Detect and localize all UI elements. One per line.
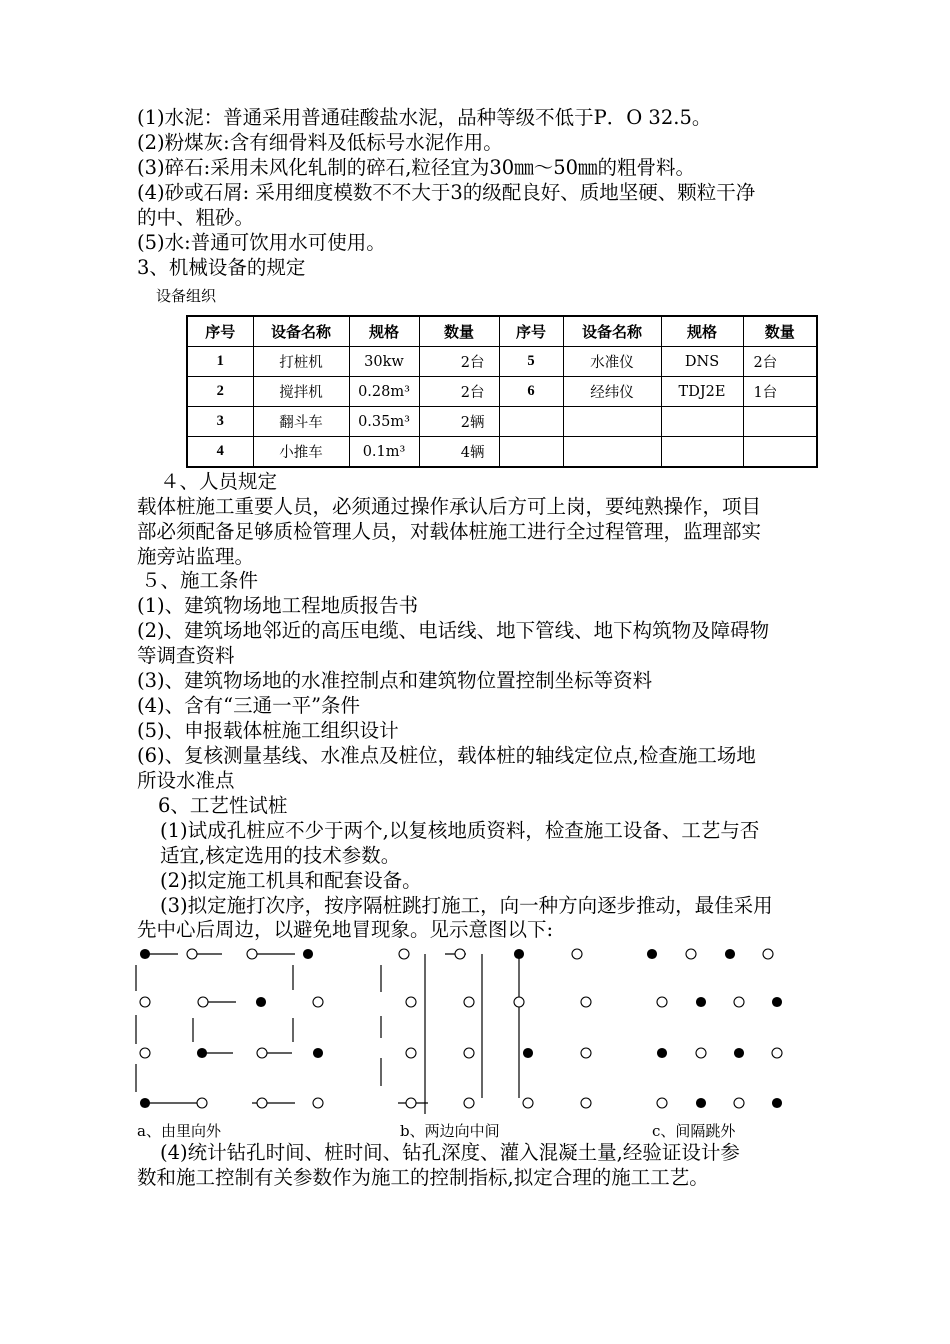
material-line-1: (1)水泥：普通采用普通硅酸盐水泥，品种等级不低于P．O 32.5。 [137,106,712,129]
section6-line-3: (2)拟定施工机具和配套设备。 [160,869,422,892]
pile-hollow-dot [257,1048,267,1058]
table-cell: DNS [661,347,743,377]
pile-hollow-dot [657,1098,667,1108]
pile-hollow-dot [523,1098,533,1108]
table-cell [743,437,817,468]
pile-hollow-dot [464,1098,474,1108]
pile-hollow-dot [198,997,208,1007]
table-cell: 30kw [349,347,419,377]
equipment-table [186,315,818,468]
pile-filled-dot [726,950,735,959]
section3-title: 3、机械设备的规定 [137,256,306,279]
pile-filled-dot [697,998,706,1007]
table-cell: 4辆 [419,437,499,468]
table-cell [743,407,817,437]
pile-hollow-dot [140,997,150,1007]
section5-line-2: (2)、建筑场地邻近的高压电缆、电话线、地下管线、地下构筑物及障碍物 [137,619,770,642]
section4-title: ４、人员规定 [160,470,278,493]
pile-hollow-dot [734,1098,744,1108]
pile-hollow-dot [313,997,323,1007]
pile-hollow-dot [581,997,591,1007]
pile-hollow-dot [581,1098,591,1108]
table-cell [499,437,563,468]
diagram-a-lines [136,954,295,1103]
pile-hollow-dot [406,1048,416,1058]
section5-title: ５、施工条件 [141,569,259,592]
pile-filled-dot [524,1049,533,1058]
pile-hollow-dot [464,1048,474,1058]
pile-hollow-dot [696,1048,706,1058]
pile-hollow-dot [140,1048,150,1058]
pile-dots [140,949,782,1108]
section6-title: 6、工艺性试桩 [158,794,288,817]
header-cell: 规格 [349,316,419,347]
header-cell: 规格 [661,316,743,347]
table-cell: 2台 [743,347,817,377]
pile-filled-dot [257,998,266,1007]
table-cell: 5 [499,347,563,377]
table-header-row [187,316,817,347]
table-cell: 3 [187,407,253,437]
section5-line-5: (4)、含有“三通一平”条件 [137,694,361,717]
pile-filled-dot [648,950,657,959]
pile-filled-dot [314,1049,323,1058]
header-cell: 序号 [187,316,253,347]
pile-hollow-dot [455,949,465,959]
section6-line-1: (1)试成孔桩应不少于两个,以复核地质资料，检查施工设备、工艺与否 [160,819,760,842]
table-cell: 经纬仪 [563,377,661,407]
closing-line-2: 数和施工控制有关参数作为施工的控制指标,拟定合理的施工工艺。 [137,1166,709,1189]
table-cell: 2辆 [419,407,499,437]
section3-subtitle: 设备组织 [156,287,217,305]
pile-filled-dot [773,1099,782,1108]
section6-line-4: (3)拟定施打次序，按序隔桩跳打施工，向一种方向逐步推动，最佳采用 [160,894,773,917]
header-cell: 设备名称 [563,316,661,347]
pile-filled-dot [515,950,524,959]
pile-hollow-dot [514,997,524,1007]
pile-filled-dot [773,998,782,1007]
pile-sequence-diagram [0,940,950,1120]
pile-hollow-dot [313,1098,323,1108]
section6-line-5: 先中心后周边，以避免地冒现象。见示意图以下: [137,918,554,941]
table-cell: 6 [499,377,563,407]
table-cell: 4 [187,437,253,468]
pile-hollow-dot [772,1048,782,1058]
section6-line-2: 适宜,核定选用的技术参数。 [160,844,401,867]
table-cell: 2 [187,377,253,407]
diagram-b-lines [381,954,519,1114]
pile-hollow-dot [657,997,667,1007]
table-cell: 2台 [419,347,499,377]
section5-line-8: 所设水准点 [137,769,235,792]
pile-hollow-dot [197,1098,207,1108]
section5-line-4: (3)、建筑物场地的水准控制点和建筑物位置控制坐标等资料 [137,669,653,692]
pile-hollow-dot [257,1098,267,1108]
pile-hollow-dot [686,949,696,959]
pile-hollow-dot [572,949,582,959]
table-cell: 打桩机 [253,347,349,377]
pile-filled-dot [141,1099,150,1108]
section4-line-2: 部必须配备足够质检管理人员，对载体桩施工进行全过程管理，监理部实 [137,520,762,543]
pile-hollow-dot [581,1048,591,1058]
table-cell [499,407,563,437]
pile-hollow-dot [406,1098,416,1108]
pile-hollow-dot [406,997,416,1007]
pile-hollow-dot [247,949,257,959]
section4-line-3: 施旁站监理。 [137,545,255,568]
pile-filled-dot [735,1049,744,1058]
diagram-caption-b: b、两边向中间 [400,1122,500,1140]
table-cell: 搅拌机 [253,377,349,407]
table-cell [661,407,743,437]
table-cell: 小推车 [253,437,349,468]
pile-filled-dot [697,1099,706,1108]
material-line-6: (5)水:普通可饮用水可使用。 [137,231,386,254]
pile-hollow-dot [763,949,773,959]
table-row [187,347,817,377]
section5-line-7: (6)、复核测量基线、水准点及桩位，载体桩的轴线定位点,检查施工场地 [137,744,756,767]
header-cell: 数量 [743,316,817,347]
pile-hollow-dot [734,997,744,1007]
pile-filled-dot [658,1049,667,1058]
table-cell: 0.28m³ [349,377,419,407]
pile-hollow-dot [399,949,409,959]
material-line-5: 的中、粗砂。 [137,206,255,229]
pile-filled-dot [304,950,313,959]
pile-filled-dot [141,950,150,959]
header-cell: 数量 [419,316,499,347]
closing-line-1: (4)统计钻孔时间、桩时间、钻孔深度、灌入混凝土量,经验证设计参 [160,1141,740,1164]
material-line-3: (3)碎石:采用未风化轧制的碎石,粒径宜为30㎜～50㎜的粗骨料。 [137,156,696,179]
table-cell: 翻斗车 [253,407,349,437]
table-row [187,437,817,468]
header-cell: 设备名称 [253,316,349,347]
pile-filled-dot [198,1049,207,1058]
table-cell: 2台 [419,377,499,407]
table-cell: 1台 [743,377,817,407]
table-cell: 1 [187,347,253,377]
table-cell: 0.35m³ [349,407,419,437]
pile-hollow-dot [187,949,197,959]
table-cell: 水准仪 [563,347,661,377]
material-line-4: (4)砂或石屑: 采用细度模数不不大于3的级配良好、质地坚硬、颗粒干净 [137,181,756,204]
table-cell: TDJ2E [661,377,743,407]
table-cell: 0.1m³ [349,437,419,468]
section5-line-3: 等调查资料 [137,644,235,667]
section5-line-6: (5)、申报载体桩施工组织设计 [137,719,399,742]
table-row [187,377,817,407]
table-row [187,407,817,437]
section5-line-1: (1)、建筑物场地工程地质报告书 [137,594,419,617]
material-line-2: (2)粉煤灰:含有细骨料及低标号水泥作用。 [137,131,503,154]
table-cell [563,407,661,437]
diagram-caption-c: c、间隔跳外 [652,1122,736,1140]
diagram-caption-a: a、由里向外 [137,1122,221,1140]
section4-line-1: 载体桩施工重要人员，必须通过操作承认后方可上岗，要纯熟操作，项目 [137,495,762,518]
pile-hollow-dot [464,997,474,1007]
table-cell [661,437,743,468]
header-cell: 序号 [499,316,563,347]
table-cell [563,437,661,468]
